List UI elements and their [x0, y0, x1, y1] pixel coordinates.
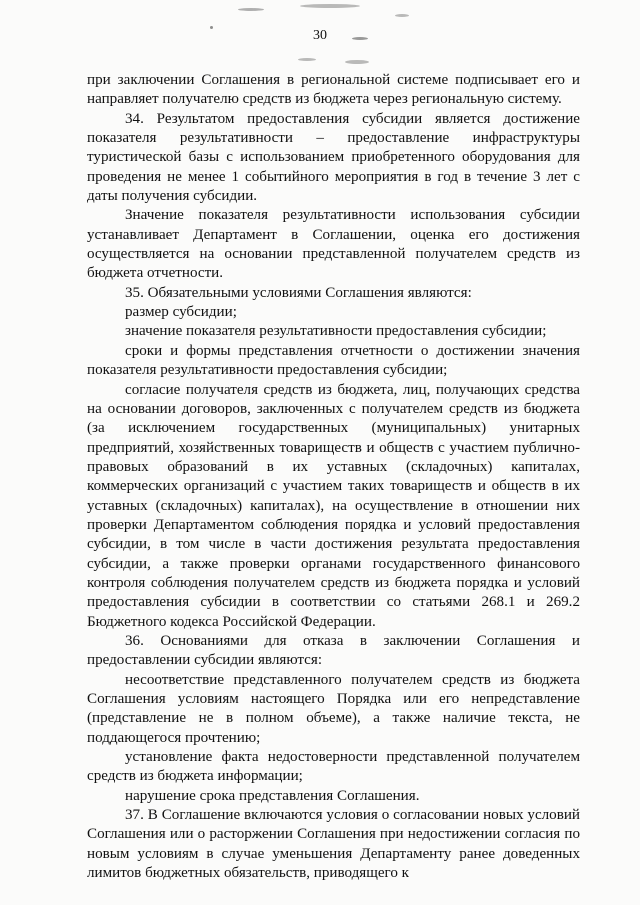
- paragraph: при заключении Соглашения в региональной системе подписывает его и направляет получателю средств из бюджета через региональную систему.: [87, 72, 580, 108]
- list-item: нарушение срока представления Соглашения.: [125, 787, 420, 804]
- paragraph: 36. Основаниями для отказа в заключении Соглашения и предоставлении субсидии являются:: [87, 632, 580, 669]
- scan-speck: [238, 8, 264, 11]
- list-item: размер субсидии;: [125, 304, 237, 321]
- paragraph: Значение показателя результативности использования субсидии устанавливает Департамент в Соглашении, оценка его достижения осуществляется на основании представленной получателем средств из бюджета отчетности.: [87, 207, 580, 282]
- document-body: [87, 71, 580, 883]
- scan-speck: [300, 4, 360, 8]
- list-item: сроки и формы представления отчетности о достижении значения показателя результативности предоставления субсидии;: [87, 342, 580, 379]
- scan-speck: [298, 58, 316, 61]
- paragraph: 34. Результатом предоставления субсидии является достижение показателя результативности – предоставление инфраструктуры туристической базы с использованием приобретенного оборудования для проведения не менее 1 событийного мероприятия в год в течение 3 лет с даты получения субсидии.: [87, 110, 580, 205]
- list-item: несоответствие представленного получателем средств из бюджета Соглашения условиям настоящего Порядка или его непредставление (представление не в полном объеме), а также наличие текста, не поддающегося прочтению;: [87, 671, 580, 746]
- page-number: 30: [313, 28, 327, 43]
- scan-speck: [395, 14, 409, 17]
- list-item: согласие получателя средств из бюджета, лиц, получающих средства на основании договоров, заключенных с получателем средств из бюджета (за исключением государственных (муниципальных) унитарных предприятий, хозяйственных товариществ и обществ с участием публично-правовых образований в их уставных (складочных) капиталах, коммерческих организаций с участием таких товариществ и обществ в их уставных (складочных) капиталах), на осуществление в отношении них проверки Департаментом соблюдения порядка и условий предоставления субсидии, в том числе в части достижения результата предоставления субсидии, а также проверки органами государственного финансового контроля соблюдения получателем средств из бюджета порядка и условий предоставления субсидии в соответствии со статьями 268.1 и 269.2 Бюджетного кодекса Российской Федерации.: [87, 381, 580, 630]
- scan-speck: [345, 60, 369, 64]
- paragraph: 37. В Соглашение включаются условия о согласовании новых условий Соглашения или о расторжении Соглашения при недостижении согласия по новым условиям в случае уменьшения Департаменту ранее доведенных лимитов бюджетных обязательств, приводящего к: [87, 807, 580, 882]
- list-item: значение показателя результативности предоставления субсидии;: [125, 323, 547, 340]
- paragraph: 35. Обязательными условиями Соглашения являются:: [125, 284, 472, 301]
- list-item: установление факта недостоверности представленной получателем средств из бюджета информации;: [87, 749, 580, 785]
